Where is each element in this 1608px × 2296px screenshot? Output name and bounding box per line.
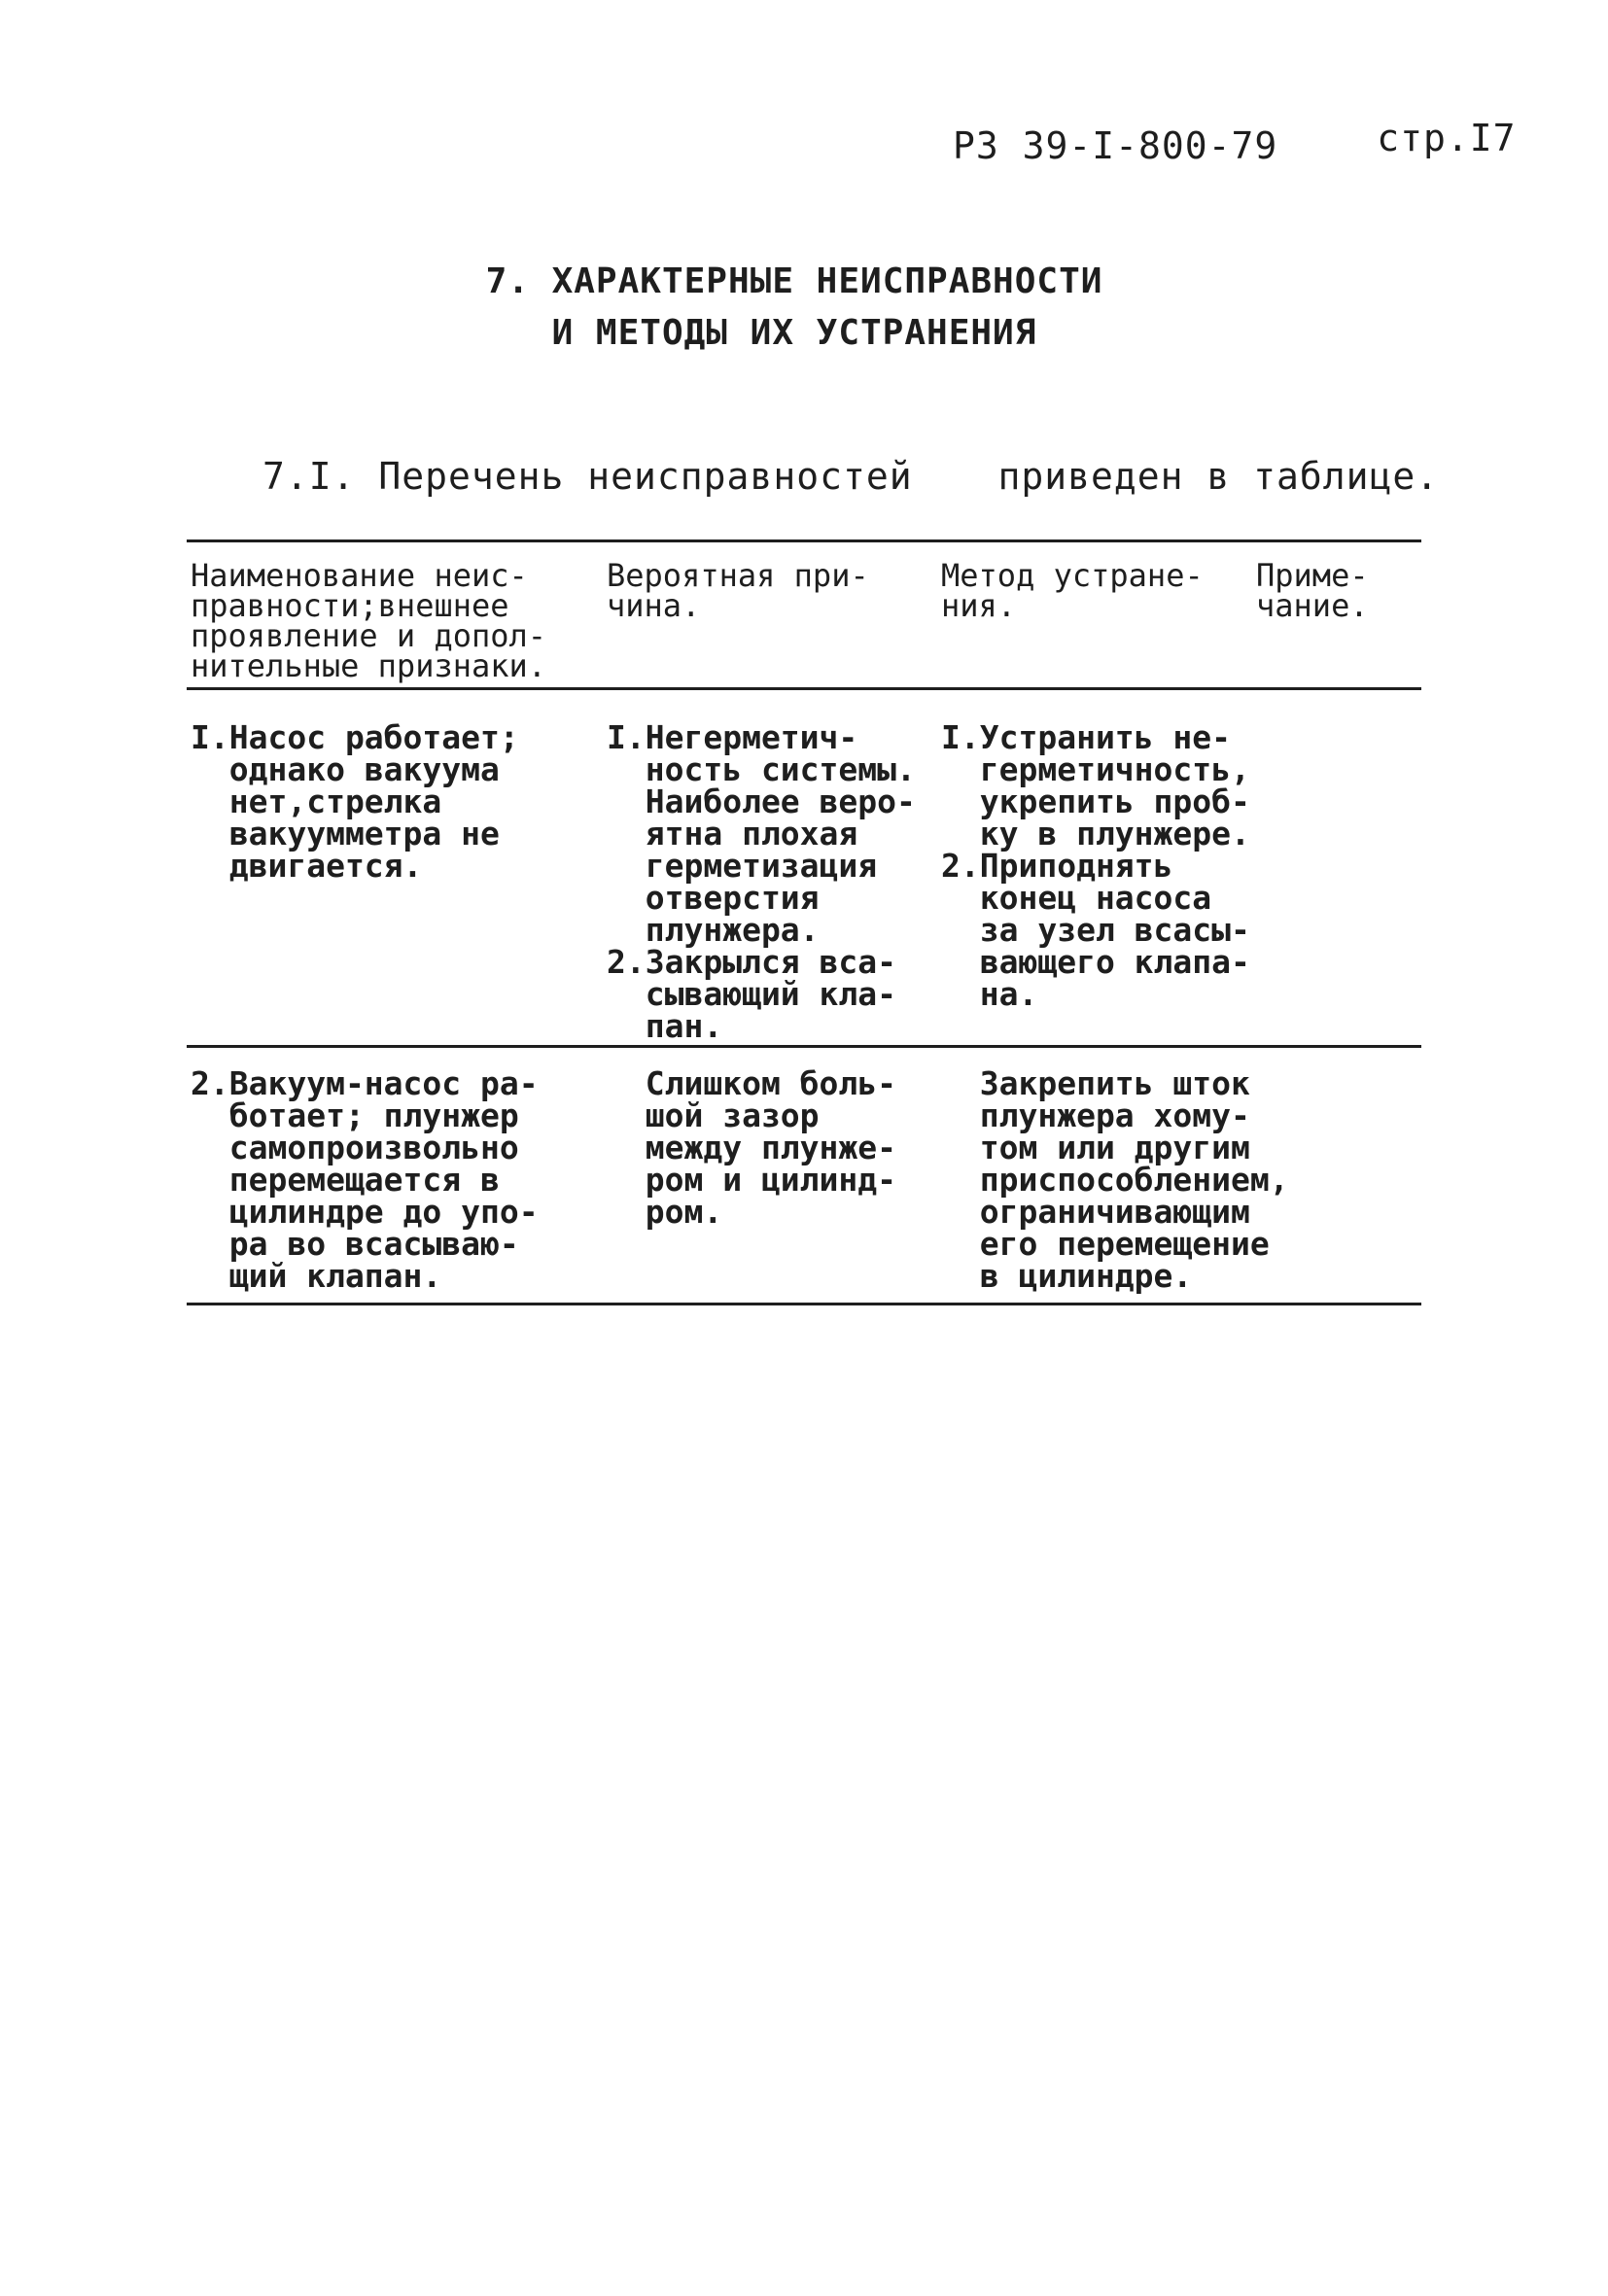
intro-text-part-2: приведен в таблице. [997,455,1440,498]
page-header [953,117,1517,167]
table-row-1-cause: I.Негерметич- ность системы. Наиболее веро- ятна плохая герметизация отверстия плунжера. 2.Закрылся вса- сывающий кла- пан. [607,718,916,1045]
section-title-line-2: И МЕТОДЫ ИХ УСТРАНЕНИЯ [551,313,1037,353]
table-row-divider [187,1045,1421,1048]
table-row-1-method: I.Устранить не- герметичность, укрепить проб- ку в плунжере. 2.Приподнять конец насоса за узел всасы- вающего клапа- на. [941,718,1250,1013]
table-row-2-method: Закрепить шток плунжера хому- том или другим приспособлением, ограничивающим его перемещение в цилиндре. [979,1064,1289,1295]
column-header-note: Приме- чание. [1256,557,1369,624]
section-title-line-1: 7. ХАРАКТЕРНЫЕ НЕИСПРАВНОСТИ [485,261,1103,301]
table-row-2-fault: 2.Вакуум-насос ра- ботает; плунжер самопроизвольно перемещается в цилиндре до упо- ра во всасываю- щий клапан. [191,1064,539,1295]
column-header-method: Метод устране- ния. [941,557,1204,624]
page-number: стр.I7 [1377,117,1517,159]
table-top-rule [187,539,1421,542]
table-row-1-fault: I.Насос работает; однако вакуума нет,стрелка вакуумметра не двигается. [191,718,519,885]
intro-text-part-1: 7.I. Перечень неисправностей [262,455,913,498]
table-bottom-rule [187,1303,1421,1305]
column-header-cause: Вероятная при- чина. [607,557,869,624]
intro-paragraph [262,455,1439,498]
table-header-rule [187,687,1421,690]
column-header-fault: Наименование неис- правности;внешнее проявление и допол- нительные признаки. [191,557,547,684]
document-code: РЗ 39-I-800-79 [953,124,1278,167]
table-row-2-cause: Слишком боль- шой зазор между плунже- ром и цилинд- ром. [645,1064,897,1231]
